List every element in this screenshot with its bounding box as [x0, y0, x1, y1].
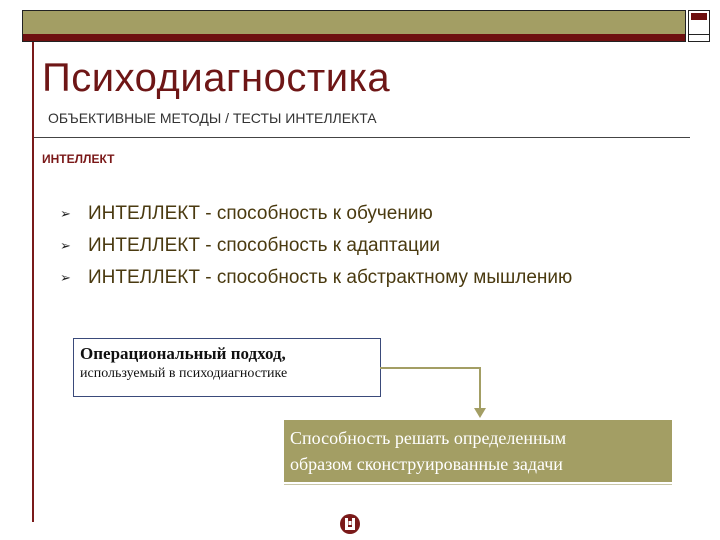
bullet-arrow-icon: ➢ — [60, 206, 71, 221]
top-decorative-band — [22, 10, 686, 42]
corner-decoration — [688, 10, 710, 42]
bullet-arrow-icon: ➢ — [60, 270, 71, 285]
slide-title: Психодиагностика — [42, 56, 391, 100]
bullet-item — [60, 198, 572, 230]
top-band-maroon — [23, 34, 685, 41]
title-divider — [34, 137, 690, 138]
connector-arrow-icon — [380, 360, 490, 422]
section-label: ИНТЕЛЛЕКТ — [42, 152, 115, 166]
top-band-olive — [23, 11, 685, 34]
ability-line-1: Способность решать определенным — [290, 428, 567, 448]
corner-strip — [689, 34, 709, 35]
corner-fill — [691, 13, 707, 20]
bullet-text: ИНТЕЛЛЕКТ - способность к адаптации — [88, 235, 441, 256]
bullet-item — [60, 262, 572, 294]
ability-definition-box — [284, 420, 672, 482]
bullet-list — [60, 198, 572, 294]
operational-approach-title: Операциональный подход, — [80, 344, 286, 363]
bullet-text: ИНТЕЛЛЕКТ - способность к абстрактному мышлению — [88, 267, 573, 288]
operational-approach-subtitle: используемый в психодиагностике — [80, 366, 288, 381]
left-vertical-rule — [32, 42, 34, 522]
bullet-item — [60, 230, 572, 262]
ability-line-2: образом сконструированные задачи — [290, 454, 563, 474]
slide-subtitle: ОБЪЕКТИВНЫЕ МЕТОДЫ / ТЕСТЫ ИНТЕЛЛЕКТА — [48, 110, 377, 126]
footer-logo-icon — [339, 513, 361, 535]
bullet-text: ИНТЕЛЛЕКТ - способность к обучению — [88, 203, 433, 224]
ability-box-underline — [284, 484, 672, 485]
bullet-arrow-icon: ➢ — [60, 238, 71, 253]
operational-approach-box — [73, 338, 381, 397]
